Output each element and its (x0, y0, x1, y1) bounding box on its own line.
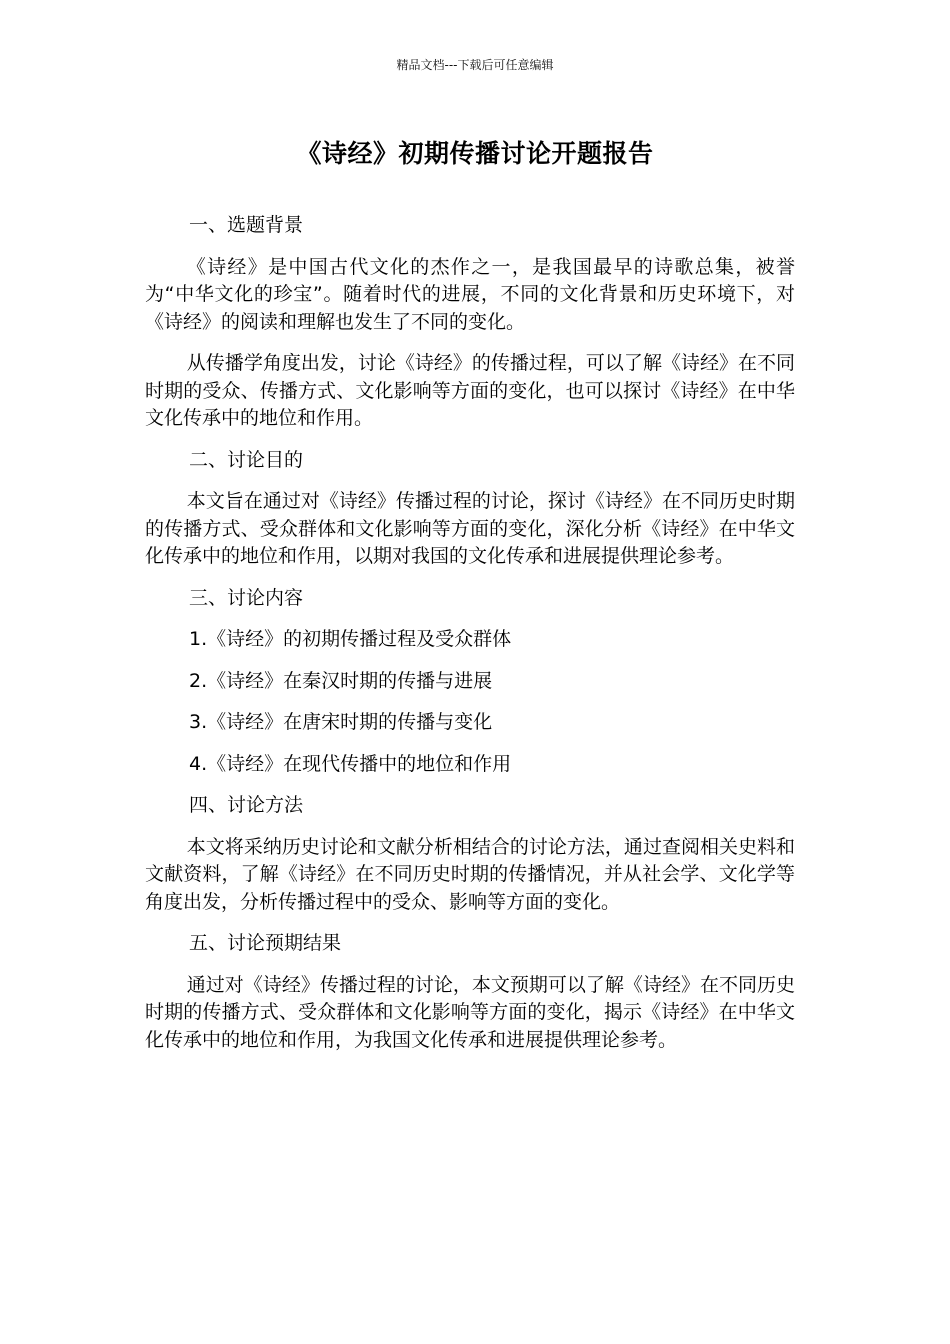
paragraph-background-2: 从传播学角度出发，讨论《诗经》的传播过程，可以了解《诗经》在不同时期的受众、传播方式、文化影响等方面的变化，也可以探讨《诗经》在中华文化传承中的地位和作用。 (145, 352, 795, 429)
section-heading-background: 一、选题背景 (189, 214, 304, 236)
paragraph-purpose: 本文旨在通过对《诗经》传播过程的讨论，探讨《诗经》在不同历史时期的传播方式、受众群体和文化影响等方面的变化，深化分析《诗经》在中华文化传承中的地位和作用，以期对我国的文化传承和进展提供理论参考。 (145, 490, 795, 567)
paragraph-method: 本文将采纳历史讨论和文献分析相结合的讨论方法，通过查阅相关史料和文献资料，了解《诗经》在不同历史时期的传播情况，并从社会学、文化学等角度出发，分析传播过程中的受众、影响等方面的变化。 (145, 835, 795, 913)
paragraph-background-1: 《诗经》是中国古代文化的杰作之一，是我国最早的诗歌总集，被誉为“中华文化的珍宝”。随着时代的进展，不同的文化背景和历史环境下，对《诗经》的阅读和理解也发生了不同的变化。 (145, 255, 795, 333)
paragraph-results: 通过对《诗经》传播过程的讨论，本文预期可以了解《诗经》在不同历史时期的传播方式、受众群体和文化影响等方面的变化，揭示《诗经》在中华文化传承中的地位和作用，为我国文化传承和进展提供理论参考。 (145, 973, 795, 1051)
content-list-item-3: 3.《诗经》在唐宋时期的传播与变化 (189, 711, 493, 733)
document-title: 《诗经》初期传播讨论开题报告 (296, 139, 654, 168)
section-heading-content: 三、讨论内容 (189, 586, 304, 609)
page-header-note: 精品文档---下载后可任意编辑 (396, 58, 554, 72)
document-body (145, 212, 795, 1068)
content-list-item-2: 2.《诗经》在秦汉时期的传播与进展 (189, 669, 493, 692)
section-heading-purpose: 二、讨论目的 (189, 448, 304, 471)
content-list-item-4: 4.《诗经》在现代传播中的地位和作用 (189, 752, 512, 775)
content-list-item-1: 1.《诗经》的初期传播过程及受众群体 (189, 628, 512, 650)
section-heading-results: 五、讨论预期结果 (189, 932, 342, 954)
section-heading-method: 四、讨论方法 (189, 794, 304, 816)
